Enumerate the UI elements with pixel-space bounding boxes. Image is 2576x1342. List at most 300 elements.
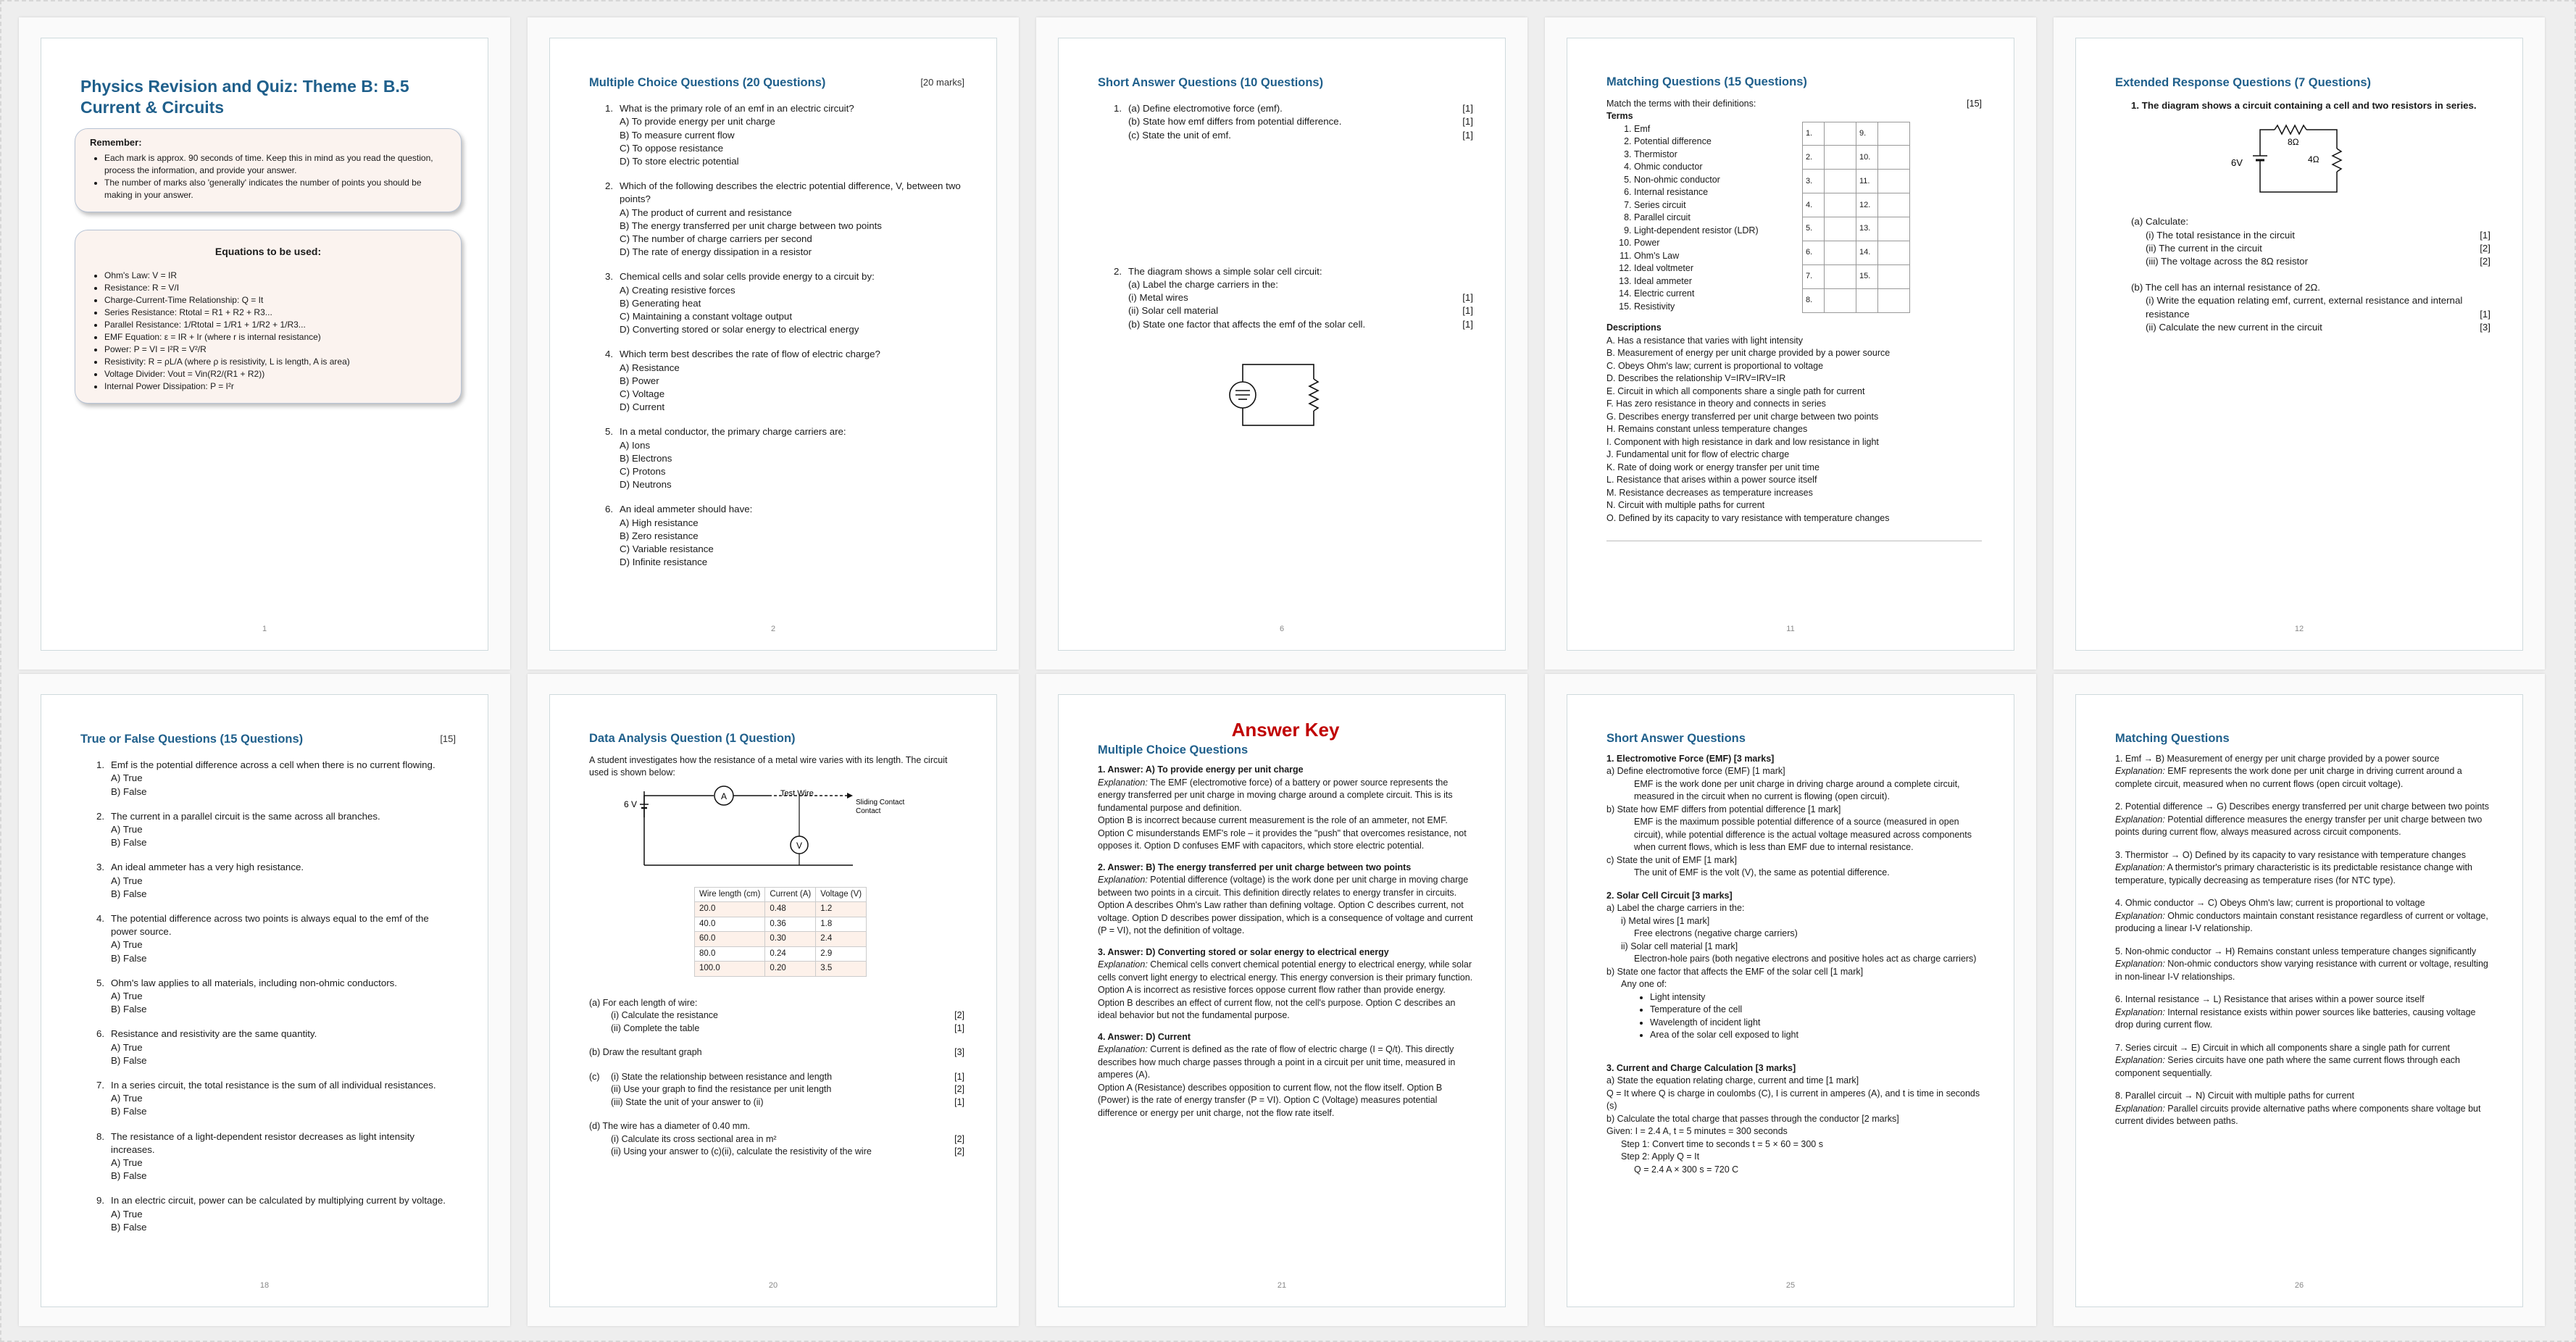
description-item: H. Remains constant unless temperature changes xyxy=(1606,424,1808,434)
option: A) Resistance xyxy=(620,362,680,373)
answer-line: i) Metal wires [1 mark] xyxy=(1621,915,1710,926)
document-page xyxy=(41,38,488,651)
marks-label: [20 marks] xyxy=(920,77,964,88)
question: 9. In an electric circuit, power can be calculated by multiplying current by voltage. A) True B) False xyxy=(80,1194,456,1234)
answer-line: Q = 2.4 A × 300 s = 720 C xyxy=(1634,1164,1739,1175)
answer-blank[interactable] xyxy=(1878,146,1910,170)
terms-list xyxy=(1606,123,1802,314)
explanation-text: Explanation: Ohmic conductors maintain constant resistance regardless of current or voltage, producing a linear I-V relationship. xyxy=(2115,910,2488,933)
option-true: A) True xyxy=(111,939,143,951)
page-thumbnail[interactable] xyxy=(528,17,1019,670)
question-text: 1. The diagram shows a circuit containing a cell and two resistors in series. xyxy=(2131,100,2477,112)
option: D) Infinite resistance xyxy=(620,557,708,568)
option: C) Variable resistance xyxy=(620,543,714,555)
answer-line: b) State how EMF differs from potential difference [1 mark] xyxy=(1606,804,1841,814)
subquestion: (ii) Complete the table [1] xyxy=(611,1022,964,1033)
answer-line: a) Label the charge carriers in the: xyxy=(1606,903,1745,913)
option: A) To provide energy per unit charge xyxy=(620,116,775,128)
explanation-label: Explanation: xyxy=(2115,766,2165,776)
answer-blank[interactable] xyxy=(1825,289,1856,313)
list-item: 1. Emf xyxy=(1634,123,1802,136)
list-item: 14. Electric current xyxy=(1634,288,1802,301)
answer-line: 8. Parallel circuit → N) Circuit with multiple paths for current xyxy=(2115,1091,2354,1101)
explanation-text: Option A is incorrect as resistive forces oppose current flow rather than provide energy. Option B describes an effect of current flow, not the cell's purpose. Option C describes an ideal behavior but not the fundamental purpose. xyxy=(1098,985,1456,1020)
description-item: O. Defined by its capacity to vary resistance with temperature changes xyxy=(1606,512,1890,523)
question-number: 5. xyxy=(605,426,614,438)
subquestion: (ii) Calculate the new current in the circuit [3] xyxy=(2146,321,2490,333)
question-number: 2. xyxy=(605,180,614,192)
option: B) Generating heat xyxy=(620,297,701,309)
option: A) Ions xyxy=(620,439,651,451)
answer-line: Free electrons (negative charge carriers) xyxy=(1634,928,1798,938)
equation-item: • Resistivity: R = ρL/A (where ρ is resistivity, L is length, A is area) xyxy=(104,356,446,368)
answer-blank[interactable] xyxy=(1825,146,1856,170)
option: B) Power xyxy=(620,375,659,386)
answer-blank[interactable] xyxy=(1878,241,1910,265)
list-item: 7. Series circuit xyxy=(1634,199,1802,212)
ammeter-label: A xyxy=(721,791,728,801)
answer-item xyxy=(1098,764,1473,853)
voltage-label: 6 V xyxy=(624,799,638,809)
page-thumbnail[interactable] xyxy=(1545,17,2036,670)
subquestion: (ii) The current in the circuit [2] xyxy=(2146,242,2490,254)
grid-cell: 6. xyxy=(1803,241,1825,265)
page-number: 21 xyxy=(1277,1280,1287,1290)
page-thumbnail[interactable] xyxy=(1545,674,2036,1326)
page-thumbnail[interactable] xyxy=(528,674,1019,1326)
answer-line: Q = It where Q is charge in coulombs (C), I is current in amperes (A), and t is time in seconds (s) xyxy=(1606,1088,1980,1111)
option-false: B) False xyxy=(111,952,147,964)
option: C) Maintaining a constant voltage output xyxy=(620,311,793,322)
question: 2. The current in a parallel circuit is the same across all branches. A) True B) False xyxy=(80,810,456,850)
page-thumbnail[interactable] xyxy=(1036,674,1527,1326)
option: D) Converting stored or solar energy to electrical energy xyxy=(620,324,859,336)
emf-label: 6V xyxy=(2231,157,2243,169)
answer-blank[interactable] xyxy=(1825,217,1856,241)
option: C) Protons xyxy=(620,466,666,478)
option-true: A) True xyxy=(111,824,143,835)
answer-line: 1. Answer: A) To provide energy per unit charge xyxy=(1098,764,1304,775)
heading-text: Short Answer Questions xyxy=(1606,732,1746,745)
question: 8. The resistance of a light-dependent resistor decreases as light intensity increases. A) True B) False xyxy=(80,1130,456,1183)
grid-cell xyxy=(1856,289,1878,313)
subquestion: (b) State one factor that affects the emf of the solar cell. [1] xyxy=(1128,318,1473,330)
question-text: Which term best describes the rate of flow of electric charge? xyxy=(620,349,880,360)
description-item: K. Rate of doing work or energy transfer per unit time xyxy=(1606,462,1820,472)
question: 3. An ideal ammeter has a very high resistance. A) True B) False xyxy=(80,861,456,901)
question-text: An ideal ammeter should have: xyxy=(620,504,753,515)
subquestion: (i) Calculate its cross sectional area in m² [2] xyxy=(611,1133,964,1144)
list-item: • Wavelength of incident light xyxy=(1650,1017,1982,1030)
option-false: B) False xyxy=(111,1221,147,1233)
page-number: 6 xyxy=(1279,624,1285,633)
answer-line: b) Calculate the total charge that passes through the conductor [2 marks] xyxy=(1606,1113,1899,1124)
explanation-label: Explanation: xyxy=(2115,862,2165,872)
table-row: 100.0 0.20 3.5 xyxy=(695,962,867,977)
description-item: B. Measurement of energy per unit charge provided by a power source xyxy=(1606,348,1891,358)
answer-item xyxy=(2115,849,2490,888)
list-item: 15. Resistivity xyxy=(1634,301,1802,314)
section-heading xyxy=(80,733,456,746)
equations-title: Equations to be used: xyxy=(214,246,322,258)
question-text: Chemical cells and solar cells provide energy to a circuit by: xyxy=(620,271,875,283)
subquestion: (ii) Use your graph to find the resistance per unit length [2] xyxy=(611,1084,964,1094)
document-page xyxy=(1567,694,2014,1307)
section-heading xyxy=(1098,744,1473,757)
subquestion: (b) State how emf differs from potential difference. [1] xyxy=(1128,116,1473,128)
grid-cell: 8. xyxy=(1803,289,1825,313)
answer-line: The unit of EMF is the volt (V), the same as potential difference. xyxy=(1634,867,1890,878)
section-heading xyxy=(589,733,964,746)
section-heading xyxy=(2115,76,2490,89)
option: A) Creating resistive forces xyxy=(620,284,735,296)
answer-line: 4. Ohmic conductor → C) Obeys Ohm's law; current is proportional to voltage xyxy=(2115,898,2425,908)
subquestion: (c) State the unit of emf. [1] xyxy=(1128,129,1473,141)
question-number: 3. xyxy=(605,271,614,283)
answer-item xyxy=(2115,1090,2490,1128)
answer-blank[interactable] xyxy=(1825,241,1856,265)
grid-cell: 2. xyxy=(1803,146,1825,170)
list-item: 11. Ohm's Law xyxy=(1634,250,1802,263)
remember-label: Remember: xyxy=(90,137,142,148)
question-text: A student investigates how the resistance of a metal wire varies with its length. The circuit used is shown below: xyxy=(589,754,948,778)
answer-line: ii) Solar cell material [1 mark] xyxy=(1621,941,1738,951)
explanation-text: Explanation: Non-ohmic conductors show varying resistance with current or voltage, resulting in non-linear I-V relationships. xyxy=(2115,959,2488,982)
subquestion: (b) The cell has an internal resistance of 2Ω. xyxy=(2131,282,2320,293)
question-text: The diagram shows a simple solar cell circuit: xyxy=(1128,265,1322,277)
explanation-label: Explanation: xyxy=(2115,814,2165,825)
subquestion: (i) State the relationship between resistance and length [1] xyxy=(611,1071,964,1082)
table-header: Voltage (V) xyxy=(816,887,867,902)
question xyxy=(589,180,964,259)
list-item: 9. Light-dependent resistor (LDR) xyxy=(1634,225,1802,238)
series-circuit-diagram xyxy=(2224,114,2383,201)
answer-line: Electron-hole pairs (both negative electrons and positive holes act as charge carriers) xyxy=(1634,954,1977,964)
option-true: A) True xyxy=(111,1157,143,1169)
answer-item xyxy=(2115,801,2490,839)
heading-text: Matching Questions xyxy=(2115,732,2230,745)
question: 5. Ohm's law applies to all materials, including non-ohmic conductors. A) True B) False xyxy=(80,977,456,1017)
option: C) The number of charge carriers per second xyxy=(620,233,812,245)
document-page xyxy=(1058,694,1506,1307)
answer-key-title: Answer Key xyxy=(1231,719,1340,741)
table-row: 60.0 0.30 2.4 xyxy=(695,932,867,947)
explanation-text: Current is defined as the rate of flow of electric charge (I = Q/t). This directly describes how much charge passes through a point in a circuit per unit time, measured in amperes (A). xyxy=(1098,1044,1456,1080)
answer-line: 7. Series circuit → E) Circuit in which all components share a single path for current xyxy=(2115,1042,2450,1053)
subsection-title: 3. Current and Charge Calculation [3 marks] xyxy=(1606,1062,1796,1073)
option: B) The energy transferred per unit charge between two points xyxy=(620,220,882,231)
subquestion: (iii) The voltage across the 8Ω resistor [2] xyxy=(2146,256,2490,267)
equation-item: • EMF Equation: ε = IR + Ir (where r is internal resistance) xyxy=(104,331,446,343)
page-number: 12 xyxy=(2294,624,2304,633)
document-page xyxy=(1567,38,2014,651)
list-item: 13. Ideal ammeter xyxy=(1634,275,1802,288)
option: B) Electrons xyxy=(620,452,672,464)
explanation-text: Explanation: Potential difference measures the energy transfer per unit charge between two points during current flow, always measured across circuit components. xyxy=(2115,814,2483,837)
answer-item xyxy=(2115,1042,2490,1080)
option: A) The product of current and resistance xyxy=(620,207,792,218)
page-number: 20 xyxy=(768,1280,778,1290)
grid-cell: 14. xyxy=(1856,241,1878,265)
descriptions-label: Descriptions xyxy=(1606,322,1662,333)
equation-item: • Series Resistance: Rtotal = R1 + R2 + R3... xyxy=(104,307,446,319)
subquestion: (b) Draw the resultant graph [3] xyxy=(589,1047,964,1057)
subquestion: (a) Calculate: xyxy=(2131,216,2189,228)
list-item: 8. Parallel circuit xyxy=(1634,212,1802,225)
question xyxy=(589,348,964,414)
answer-line: 3. Thermistor → O) Defined by its capacity to vary resistance with temperature changes xyxy=(2115,849,2466,860)
remember-box xyxy=(75,128,462,212)
heading-text: Short Answer Questions (10 Questions) xyxy=(1098,76,1324,89)
option-false: B) False xyxy=(111,888,147,899)
option-false: B) False xyxy=(111,1004,147,1015)
answer-line: 3. Answer: D) Converting stored or solar energy to electrical energy xyxy=(1098,946,1389,957)
heading-text: Multiple Choice Questions xyxy=(1098,743,1249,757)
option: B) Zero resistance xyxy=(620,530,699,541)
answer-block xyxy=(1606,902,1982,991)
equation-item: • Resistance: R = V/I xyxy=(104,282,446,294)
description-item: E. Circuit in which all components share a single path for current xyxy=(1606,385,1865,396)
answer-blank[interactable] xyxy=(1878,217,1910,241)
voltmeter-label: V xyxy=(796,840,803,851)
explanation-text: Option B is incorrect because current measurement is the role of an ammeter, not EMF. Option C misunderstands EMF's role – it provides the "push" that overcomes resistance, not opposes it. Option D confuses EMF with capacitors, which store electric potential. xyxy=(1098,815,1467,851)
answer-line: Any one of: xyxy=(1621,979,1667,989)
heading-text: Extended Response Questions (7 Questions) xyxy=(2115,76,2371,89)
answer-line: Step 2: Apply Q = It xyxy=(1621,1151,1700,1162)
question: 7. In a series circuit, the total resistance is the sum of all individual resistances. A) True B) False xyxy=(80,1079,456,1119)
description-item: C. Obeys Ohm's law; current is proportional to voltage xyxy=(1606,360,1824,371)
list-item: 5. Non-ohmic conductor xyxy=(1634,174,1802,187)
answer-line: 1. Emf → B) Measurement of energy per unit charge provided by a power source xyxy=(2115,753,2440,764)
description-item: A. Has a resistance that varies with light intensity xyxy=(1606,335,1803,346)
option-false: B) False xyxy=(111,785,147,797)
answer-blank[interactable] xyxy=(1825,122,1856,146)
page-number: 18 xyxy=(259,1280,270,1290)
description-item: G. Describes energy transferred per unit charge between two points xyxy=(1606,411,1879,422)
answer-item xyxy=(2115,993,2490,1032)
option: D) To store electric potential xyxy=(620,156,739,167)
explanation-label: Explanation: xyxy=(1098,959,1148,970)
explanation-text: Explanation: Internal resistance exists within power sources like batteries, causing voltage drop during current flow. xyxy=(2115,1006,2476,1030)
question xyxy=(589,270,964,336)
list-item: 12. Ideal voltmeter xyxy=(1634,262,1802,275)
answer-line: c) State the unit of EMF [1 mark] xyxy=(1606,854,1737,865)
question-text: Which of the following describes the electric potential difference, V, between two points? xyxy=(620,180,961,205)
answer-blank[interactable] xyxy=(1825,265,1856,289)
grid-cell: 1. xyxy=(1803,122,1825,146)
list-item: • Each mark is approx. 90 seconds of time. Keep this in mind as you read the question, process the information, and provide your answer. xyxy=(104,152,446,177)
page-thumbnail[interactable] xyxy=(2054,674,2545,1326)
subquestion: (d) The wire has a diameter of 0.40 mm. xyxy=(589,1121,751,1131)
equation-item: • Internal Power Dissipation: P = I²r xyxy=(104,380,446,393)
list-item: 2. Potential difference xyxy=(1634,136,1802,149)
subquestion: (a) Label the charge carriers in the: xyxy=(1128,279,1278,291)
answer-line: 4. Answer: D) Current xyxy=(1098,1031,1191,1042)
page-thumbnail[interactable] xyxy=(2054,17,2545,670)
explanation-label: Explanation: xyxy=(1098,777,1148,788)
answer-blank[interactable] xyxy=(1825,170,1856,193)
answer-block xyxy=(1606,765,1982,880)
explanation-label: Explanation: xyxy=(2115,959,2165,969)
answer-blank[interactable] xyxy=(1878,122,1910,146)
factor-list xyxy=(1606,991,1982,1042)
explanation-label: Explanation: xyxy=(1098,875,1148,885)
list-item: • The number of marks also 'generally' indicates the number of points you should be making in your answer. xyxy=(104,177,446,201)
page-thumbnail[interactable] xyxy=(1036,17,1527,670)
subquestion: (iii) State the unit of your answer to (ii) [1] xyxy=(611,1096,964,1107)
answer-block xyxy=(1606,1075,1982,1176)
option-true: A) True xyxy=(111,1093,143,1104)
section-heading xyxy=(1606,76,1982,89)
page-thumbnail[interactable] xyxy=(19,17,510,670)
subsection-title: 2. Solar Cell Circuit [3 marks] xyxy=(1606,890,1733,901)
equation-item: • Charge-Current-Time Relationship: Q = It xyxy=(104,294,446,307)
table-row: 20.0 0.48 1.2 xyxy=(695,902,867,917)
resistor-label: 4Ω xyxy=(2308,154,2319,165)
option-false: B) False xyxy=(111,837,147,849)
answer-line: EMF is the maximum possible potential difference of a source (measured in open circuit), while potential difference is the actual voltage measured across components when current flows, which is less than EMF due to internal resistance. xyxy=(1634,817,1972,852)
option-true: A) True xyxy=(111,991,143,1002)
equation-item: • Power: P = VI = I²R = V²/R xyxy=(104,343,446,356)
option-true: A) True xyxy=(111,1208,143,1220)
answer-line: a) State the equation relating charge, current and time [1 mark] xyxy=(1606,1075,1859,1085)
subquestion: (a) Define electromotive force (emf). [1] xyxy=(1128,103,1473,114)
answer-line: b) State one factor that affects the EMF of the solar cell [1 mark] xyxy=(1606,966,1864,977)
resistor-label: 8Ω xyxy=(2288,137,2299,148)
table-header: Wire length (cm) xyxy=(695,887,765,902)
grid-cell: 13. xyxy=(1856,217,1878,241)
page-number: 2 xyxy=(770,624,776,633)
question: 4. The potential difference across two points is always equal to the emf of the power source. A) True B) False xyxy=(80,912,456,965)
marks-label: [15] xyxy=(440,733,456,744)
option-false: B) False xyxy=(111,1106,147,1117)
answer-line: Given: I = 2.4 A, t = 5 minutes = 300 seconds xyxy=(1606,1126,1788,1136)
section-heading xyxy=(1098,76,1473,89)
table-header: Current (A) xyxy=(765,887,816,902)
explanation-label: Explanation: xyxy=(2115,1006,2165,1017)
grid-cell: 9. xyxy=(1856,122,1878,146)
description-item: M. Resistance decreases as temperature increases xyxy=(1606,487,1813,498)
page-number: 26 xyxy=(2294,1280,2304,1290)
description-item: L. Resistance that arises within a power source itself xyxy=(1606,475,1817,485)
question xyxy=(589,503,964,569)
option-true: A) True xyxy=(111,1041,143,1053)
explanation-label: Explanation: xyxy=(2115,1103,2165,1114)
answer-blank[interactable] xyxy=(1878,170,1910,193)
list-item: • Temperature of the cell xyxy=(1650,1004,1982,1017)
question-number: 1. xyxy=(1114,103,1122,114)
answer-grid xyxy=(1802,122,1910,314)
question: 1. Emf is the potential difference across a cell when there is no current flowing. A) True B) False xyxy=(80,759,456,799)
question-text: What is the primary role of an emf in an electric circuit? xyxy=(620,103,854,114)
option-false: B) False xyxy=(111,1054,147,1066)
heading-text: Multiple Choice Questions (20 Questions) xyxy=(589,76,826,89)
question-number: 1. xyxy=(605,103,614,114)
answer-line: a) Define electromotive force (EMF) [1 mark] xyxy=(1606,766,1785,776)
answer-blank[interactable] xyxy=(1878,289,1910,313)
answer-item xyxy=(2115,946,2490,984)
document-title: Physics Revision and Quiz: Theme B: B.5 Current & Circuits xyxy=(80,77,409,117)
answer-line: 2. Answer: B) The energy transferred per unit charge between two points xyxy=(1098,862,1412,872)
subquestion: (i) Write the equation relating emf, current, external resistance and internal resistance [1] xyxy=(2146,295,2490,320)
question-number: 2. xyxy=(1114,265,1122,277)
question-text: In a metal conductor, the primary charge carriers are: xyxy=(620,426,846,438)
answer-blank[interactable] xyxy=(1825,193,1856,217)
answer-line: 2. Potential difference → G) Describes energy transferred per unit charge between two points xyxy=(2115,801,2490,812)
document-page xyxy=(41,694,488,1307)
explanation-text: Potential difference (voltage) is the work done per unit charge in moving charge between two points in a circuit. This definition directly relates to energy transfer in circuits. xyxy=(1098,875,1469,898)
explanation-text: The EMF (electromotive force) of a battery or power source represents the energy transferred per unit charge in moving charge around a complete circuit. This is its fundamental purpose and definition. xyxy=(1098,777,1453,813)
question: 6. Resistance and resistivity are the same quantity. A) True B) False xyxy=(80,1028,456,1067)
question xyxy=(589,102,964,168)
page-thumbnail[interactable] xyxy=(19,674,510,1326)
option-false: B) False xyxy=(111,1170,147,1182)
answer-item xyxy=(1098,946,1473,1022)
equations-box xyxy=(75,230,462,404)
description-item: F. Has zero resistance in theory and connects in series xyxy=(1606,399,1826,409)
equation-item: • Voltage Divider: Vout = Vin(R2/(R1 + R2)) xyxy=(104,368,446,380)
sliding-contact-label: Sliding Contact xyxy=(856,798,905,807)
equation-item: • Parallel Resistance: 1/Rtotal = 1/R1 + 1/R2 + 1/R3... xyxy=(104,319,446,331)
answer-item xyxy=(1098,1031,1473,1120)
option-true: A) True xyxy=(111,772,143,784)
grid-cell: 5. xyxy=(1803,217,1825,241)
document-page xyxy=(549,38,997,651)
list-item: • Area of the solar cell exposed to light xyxy=(1650,1029,1982,1042)
answer-line: 5. Non-ohmic conductor → H) Remains constant unless temperature changes significantly xyxy=(2115,946,2477,957)
option: C) To oppose resistance xyxy=(620,142,724,154)
answer-item xyxy=(2115,753,2490,791)
terms-label: Terms xyxy=(1606,111,1633,121)
explanation-text: Explanation: A thermistor's primary characteristic is its predictable resistance change with temperature, typically decreasing as temperature rises (for NTC type). xyxy=(2115,862,2472,885)
answer-blank[interactable] xyxy=(1878,265,1910,289)
option: B) To measure current flow xyxy=(620,129,735,141)
heading-text: True or False Questions (15 Questions) xyxy=(80,733,304,746)
explanation-text: Chemical cells convert chemical potential energy to electrical energy, while solar cells convert light energy to electrical energy. This energy conversion is their primary function. xyxy=(1098,959,1473,983)
option: A) High resistance xyxy=(620,517,699,528)
document-page xyxy=(2075,38,2523,651)
solar-cell-circuit-diagram xyxy=(1222,353,1324,433)
subquestion: (ii) Using your answer to (c)(ii), calculate the resistivity of the wire [2] xyxy=(611,1146,964,1156)
matching-answers xyxy=(2115,753,2490,1128)
explanation-label: Explanation: xyxy=(2115,1055,2165,1065)
heading-text: Matching Questions (15 Questions) xyxy=(1606,75,1807,88)
subquestion: (i) The total resistance in the circuit [1] xyxy=(2146,229,2490,241)
answer-line: 6. Internal resistance → L) Resistance that arises within a power source itself xyxy=(2115,994,2425,1004)
answer-line: Step 1: Convert time to seconds t = 5 × 60 = 300 s xyxy=(1621,1138,1823,1149)
list-item: 6. Internal resistance xyxy=(1634,186,1802,199)
section-heading xyxy=(2115,733,2490,746)
section-heading xyxy=(589,76,964,89)
subquestion: (i) Calculate the resistance [2] xyxy=(611,1010,964,1020)
option: D) Neutrons xyxy=(620,479,672,491)
instruction-text: Match the terms with their definitions: xyxy=(1606,98,1756,109)
page-number: 11 xyxy=(1786,624,1795,633)
answer-item xyxy=(2115,897,2490,935)
table-row: 80.0 0.24 2.9 xyxy=(695,946,867,962)
test-wire-label: Test Wire xyxy=(780,788,814,798)
subquestion: (ii) Solar cell material [1] xyxy=(1128,305,1473,317)
description-item: I. Component with high resistance in dark and low resistance in light xyxy=(1606,436,1879,447)
option-true: A) True xyxy=(111,875,143,886)
sliding-contact-label-2: Contact xyxy=(856,807,881,815)
equation-item: • Ohm's Law: V = IR xyxy=(104,270,446,282)
answer-blank[interactable] xyxy=(1878,193,1910,217)
question-number: 4. xyxy=(605,349,614,360)
description-item: D. Describes the relationship V=IRV=IRV=IR xyxy=(1606,373,1786,383)
subquestion: (i) Metal wires [1] xyxy=(1128,292,1473,304)
document-page xyxy=(1058,38,1506,651)
